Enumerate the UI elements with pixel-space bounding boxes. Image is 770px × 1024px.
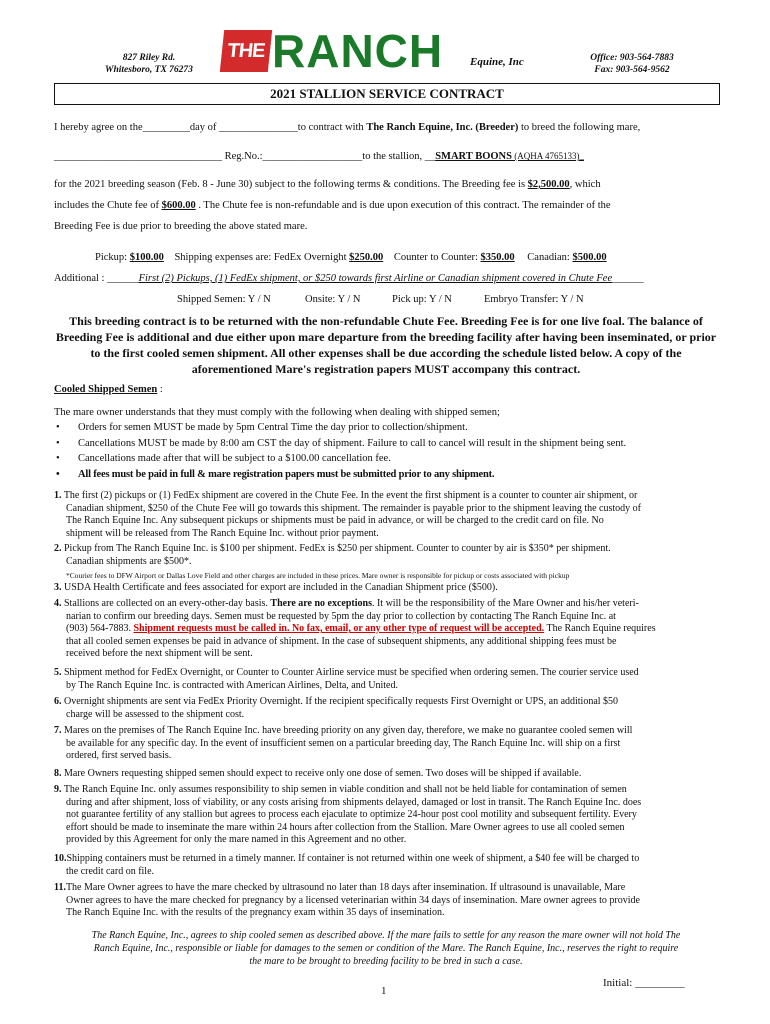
term-10 [54, 853, 722, 878]
term-text: Stallions are collected on an every-other-day basis. [61, 598, 271, 609]
term-text: received before the next shipment will be sent. [66, 648, 253, 659]
term-8 [54, 768, 722, 781]
term-text: USDA Health Certificate and fees associated for export are included in the Canadian Shipment price ($500). [61, 582, 498, 593]
term-text: Canadian shipments are $500*. [66, 555, 192, 567]
counter-fee: $350.00 [480, 252, 515, 263]
bullet-icon: • [56, 469, 60, 480]
term-text: that all cooled semen expenses be paid in advance of shipment. In the case of subsequent shipments, any additional shipping fees must be [66, 635, 617, 647]
stallion-registration: (AQHA 4765133)_ [511, 151, 584, 161]
term-number: 5. [54, 667, 62, 678]
no-exceptions-text: There are no exceptions [270, 598, 372, 609]
page-number: 1 [381, 985, 387, 997]
term-text: Mares on the premises of The Ranch Equine Inc. have breeding priority on any given day, therefore, we make no guarantee cooled semen will [61, 725, 633, 736]
term-text: Mare Owners requesting shipped semen should expect to receive only one dose of semen. Two doses will be shipped if available. [61, 768, 582, 779]
term-text: not guarantee fertility of any stallion but agrees to process each ejaculate to optimize 24-hour post cool motility and subsequent fertility. Every [66, 809, 637, 820]
term-number: 2. [54, 543, 62, 554]
notice-line-2: Breeding Fee is additional and due either upon mare departure from the breeding facility after having been inseminated, or prior [55, 330, 717, 344]
list-item [56, 468, 494, 481]
contact-info [572, 52, 692, 76]
bullet-text: Orders for semen MUST be made by 5pm Central Time the day prior to collection/shipment. [78, 422, 468, 433]
courier-fee-note: *Courier fees to DFW Airport or Dallas Love Field and other charges are included in these prices. Mare owner is responsible for pickup or costs associated with pickup [66, 571, 570, 580]
liability-statement [54, 929, 718, 968]
onsite-option[interactable]: Onsite: Y / N [305, 294, 361, 305]
footer-line-3: the mare to be brought to breeding facility to be bred in such a case. [249, 956, 523, 967]
canadian-fee: $500.00 [572, 252, 607, 263]
additional-label: Additional : ______ [54, 273, 139, 284]
shipped-semen-option[interactable]: Shipped Semen: Y / N [177, 294, 271, 305]
intro-line-3 [54, 178, 601, 191]
breeding-notice [54, 313, 718, 377]
chute-fee: $600.00 [161, 200, 196, 211]
footer-line-2: Ranch Equine, Inc., responsible or liable for damages to the semen or condition of the Mare. The Ranch Equine, Inc., reserves the right to require [93, 943, 679, 954]
term-text: Owner agrees to have the mare checked for pregnancy by a licensed veterinarian within 34 days of insemination. Mare owner agrees to provide [66, 894, 640, 906]
term-number: 4. [54, 598, 62, 609]
term-7 [54, 725, 722, 763]
intro-line-3-tail: , which [569, 179, 601, 190]
term-text: shipment will be released from The Ranch Equine Inc. without prior payment. [66, 527, 379, 539]
contract-title: 2021 STALLION SERVICE CONTRACT [54, 83, 720, 105]
intro-line-4-tail: . The Chute fee is non-refundable and is due upon execution of this contract. The remainder of the [195, 200, 611, 211]
initial-field[interactable]: Initial: _________ [603, 977, 685, 989]
cooled-heading-text: Cooled Shipped Semen [54, 384, 158, 395]
embryo-transfer-option[interactable]: Embryo Transfer: Y / N [484, 294, 584, 305]
cooled-heading-tail: : [157, 384, 163, 395]
term-text: Shipment method for FedEx Overnight, or Counter to Counter Airline service must be specified when ordering semen. The courier service used [61, 667, 639, 678]
term-3 [54, 582, 722, 595]
shipping-label: Shipping expenses are: FedEx Overnight [174, 252, 350, 263]
intro-line-5: Breeding Fee is due prior to breeding the above stated mare. [54, 221, 308, 232]
list-item [56, 437, 626, 450]
term-text: narian to confirm our breeding days. Semen must be requested by 5pm the day prior to collection by contacting The Ranch Equine Inc. at [66, 610, 616, 622]
breeding-fee: $2,500.00 [527, 179, 570, 190]
list-item [56, 452, 391, 465]
address-line-1: 827 Riley Rd. [122, 53, 176, 63]
term-text: charge will be assessed to the shipment cost. [66, 708, 245, 720]
term-2 [54, 543, 722, 568]
additional-tail: ______ [612, 273, 644, 284]
phone-number: (903) 564-7883. [66, 623, 134, 634]
notice-line-1: This breeding contract is to be returned with the non-refundable Chute Fee. Breeding Fee is for one live foal. The balance of [69, 314, 703, 328]
fax-number: Fax: 903-564-9562 [594, 65, 670, 75]
term-number: 6. [54, 696, 62, 707]
term-text: provided by this Agreement for only the mare named in this Agreement and no other. [66, 834, 407, 845]
pickup-option[interactable]: Pick up: Y / N [392, 294, 452, 305]
term-text: during and after shipment, loss of viability, or any costs arising from shipments delayed, damaged or lost in transit. The Ranch Equine Inc. does [66, 796, 642, 808]
intro-line-3-text: for the 2021 breeding season (Feb. 8 - June 30) subject to the following terms & conditions. The Breeding fee is [54, 179, 528, 190]
term-text: The Ranch Equine Inc. with the results of the pregnancy exam within 35 days of insemination. [66, 907, 445, 918]
additional-line [54, 272, 644, 285]
cooled-semen-heading [54, 383, 163, 396]
term-text: Shipping containers must be returned in a timely manner. If container is not returned within one week of shipment, a $40 fee will be charged to [66, 853, 640, 864]
address-line-2: Whitesboro, TX 76273 [105, 65, 193, 75]
shipment-request-warning: Shipment requests must be called in. No fax, email, or any other type of request will be accepted. [133, 623, 545, 634]
term-1 [54, 490, 722, 540]
term-text: The first (2) pickups or (1) FedEx shipment are covered in the Chute Fee. In the event the first shipment is a counter to counter air shipment, or [61, 490, 638, 501]
intro-line-4 [54, 199, 611, 212]
list-item [56, 421, 468, 434]
term-9 [54, 784, 722, 847]
stallion-name: SMART BOONS [435, 151, 512, 162]
term-text: The Mare Owner agrees to have the mare checked by ultrasound no later than 18 days after insemination. If ultrasound is unavailable, Mare [65, 882, 626, 893]
additional-text: First (2) Pickups, (1) FedEx shipment, or $250 towards first Airline or Canadian shipment covered in Chute Fee [138, 273, 613, 284]
intro-line-1-text: I hereby agree on the_________day of _______________to contract with [54, 122, 367, 133]
footer-line-1: The Ranch Equine, Inc., agrees to ship cooled semen as described above. If the mare fails to settle for any reason the mare owner will not hold The [91, 930, 681, 941]
notice-line-3: to the first cooled semen shipment. All other expenses shall be due according the schedule listed below. A copy of the [90, 346, 682, 360]
term-number: 3. [54, 582, 62, 593]
term-number: 11. [54, 882, 66, 893]
bullet-text: Cancellations made after that will be subject to a $100.00 cancellation fee. [78, 453, 391, 464]
bullet-text: Cancellations MUST be made by 8:00 am CST the day of shipment. Failure to call to cancel will result in the shipment being sent. [78, 438, 627, 449]
intro-line-4-text: includes the Chute fee of [54, 200, 162, 211]
term-5 [54, 667, 722, 692]
breeder-name: The Ranch Equine, Inc. (Breeder) [366, 122, 519, 133]
intro-line-2 [54, 150, 584, 163]
term-text: The Ranch Equine requires [544, 623, 656, 634]
term-11 [54, 882, 722, 920]
term-number: 7. [54, 725, 62, 736]
term-4 [54, 598, 722, 661]
pickup-fee-label: Pickup: [95, 252, 130, 263]
term-text: be available for any specific day. In the event of insufficient semen on a particular breeding day, The Ranch Equine Inc. will ship on a first [66, 737, 621, 749]
term-number: 10. [54, 853, 67, 864]
intro-line-1 [54, 121, 640, 134]
logo-ranch-wordmark: RANCH [272, 25, 444, 77]
term-text: Overnight shipments are sent via FedEx Priority Overnight. If the recipient specifically requests First Overnight or UPS, an additional $50 [61, 696, 619, 707]
term-6 [54, 696, 722, 721]
cooled-semen-lead: The mare owner understands that they must comply with the following when dealing with shipped semen; [54, 407, 500, 418]
canadian-fee-label: Canadian: [527, 252, 573, 263]
bullet-text: All fees must be paid in full & mare registration papers must be submitted prior to any shipment. [78, 469, 495, 480]
counter-fee-label: Counter to Counter: [393, 252, 481, 263]
term-text: Canadian shipment, $250 of the Chute Fee will go towards this shipment. The remainder is payable prior to the shipment leaving the custody of [66, 502, 641, 514]
pickup-fee: $100.00 [129, 252, 164, 263]
ranch-logo [222, 26, 532, 76]
term-text: the credit card on file. [66, 865, 155, 877]
bullet-icon: • [56, 422, 60, 433]
term-text: The Ranch Equine Inc. only assumes responsibility to ship semen in viable condition and shall not be held liable for contamination of semen [61, 784, 627, 795]
intro-line-1-tail: to breed the following mare, [518, 122, 641, 133]
term-text: Pickup from The Ranch Equine Inc. is $100 per shipment. FedEx is $250 per shipment. Counter to counter by air is $350* per shipment. [61, 543, 611, 554]
fees-line [95, 251, 607, 264]
term-text: ordered, first served basis. [66, 750, 172, 761]
notice-line-4: aforementioned Mare's registration papers MUST accompany this contract. [191, 362, 581, 376]
office-phone: Office: 903-564-7883 [590, 53, 674, 63]
intro-line-2-text: ________________________________ Reg.No.:___________________to the stallion, __ [54, 151, 436, 162]
term-text: effort should be made to inseminate the mare within 24 hours after collection from the Stallion. Mare Owner agrees to use all cooled semen [66, 821, 625, 833]
breeder-address [94, 52, 204, 76]
term-text: . It will be the responsibility of the Mare Owner and his/her veteri- [371, 598, 639, 609]
bullet-icon: • [56, 453, 60, 464]
term-number: 1. [54, 490, 62, 501]
logo-equine-text: Equine, Inc [470, 56, 524, 68]
bullet-icon: • [56, 438, 60, 449]
logo-the-mark: THE [220, 30, 272, 72]
fedex-fee: $250.00 [349, 252, 384, 263]
term-text: The Ranch Equine Inc. Any subsequent pickups or shipments must be paid in advance, or will be charged to the credit card on file. No [66, 515, 604, 526]
term-text: by The Ranch Equine Inc. is contracted with American Airlines, Delta, and United. [66, 679, 398, 691]
term-number: 8. [54, 768, 62, 779]
term-number: 9. [54, 784, 62, 795]
